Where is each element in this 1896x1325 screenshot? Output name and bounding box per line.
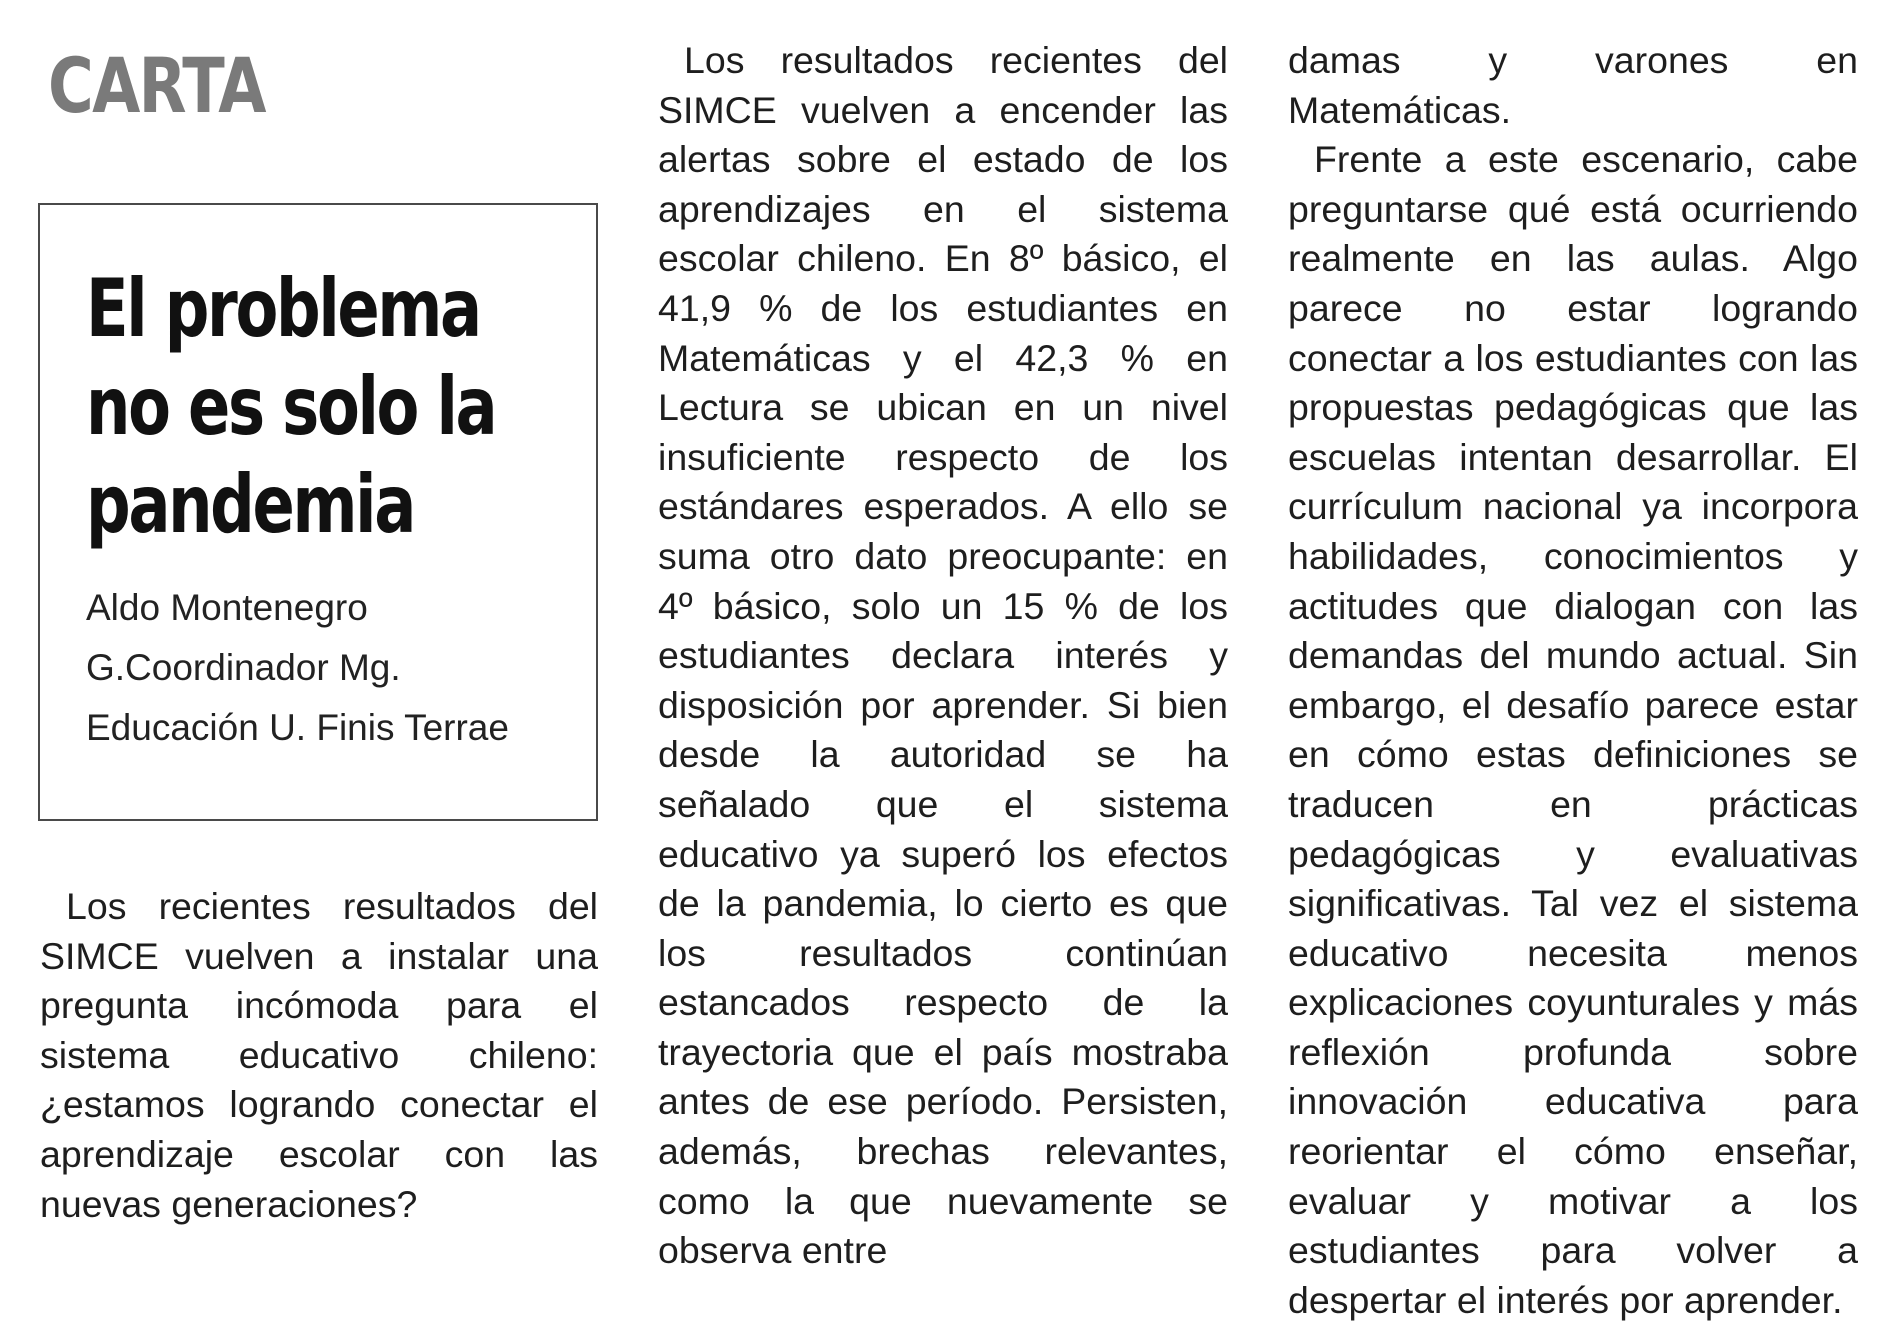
author-institution: Educación U. Finis Terrae — [86, 707, 509, 748]
author-position: G.Coordinador Mg. — [86, 647, 401, 688]
headline-line: El problema — [86, 262, 480, 355]
headline-line: pandemia — [86, 458, 414, 551]
headline-line: no es solo la — [86, 360, 496, 453]
author-name: Aldo Montenegro — [86, 587, 368, 628]
body-paragraph-continuation: damas y varones en Matemáticas. — [1288, 39, 1858, 131]
body-column-2 — [658, 36, 1228, 1276]
body-column-3 — [1288, 36, 1858, 1325]
body-paragraph: Frente a este escenario, cabe preguntarse qué está ocurriendo realmente en las aulas. Algo parece no estar logrando conectar a los estudiantes con las propuestas pedagógicas que las escuelas intentan desarrollar. El currículum nacional ya incorpora habilidades, conocimientos y actitudes que dialogan con las demandas del mundo actual. Sin embargo, el desafío parece estar en cómo estas definiciones se traducen en prácticas pedagógicas y evaluativas significativas. Tal vez el sistema educativo necesita menos explicaciones coyunturales y más reflexión profunda sobre innovación educativa para reorientar el cómo enseñar, evaluar y motivar a los estudiantes para volver a despertar el interés por aprender. — [1288, 138, 1858, 1321]
intro-paragraph: Los recientes resultados del SIMCE vuelven a instalar una pregunta incómoda para el sistema educativo chileno: ¿estamos logrando conectar el aprendizaje escolar con las nuevas generaciones? — [40, 885, 598, 1225]
headline-box — [38, 203, 598, 821]
body-paragraph: Los resultados recientes del SIMCE vuelven a encender las alertas sobre el estado de los aprendizajes en el sistema escolar chileno. En 8º básico, el 41,9 % de los estudiantes en Matemáticas y el 42,3 % en Lectura se ubican en un nivel insuficiente respecto de los estándares esperados. A ello se suma otro dato preocupante: en 4º básico, solo un 15 % de los estudiantes declara interés y disposición por aprender. Si bien desde la autoridad se ha señalado que el sistema educativo ya superó los efectos de la pandemia, lo cierto es que los resultados continúan estancados respecto de la trayectoria que el país mostraba antes de ese período. Persisten, además, brechas relevantes, como la que nuevamente se observa entre — [658, 39, 1228, 1272]
headline — [86, 260, 495, 554]
section-label: CARTA — [48, 41, 265, 130]
body-column-1 — [40, 882, 598, 1229]
author-byline — [86, 578, 509, 758]
